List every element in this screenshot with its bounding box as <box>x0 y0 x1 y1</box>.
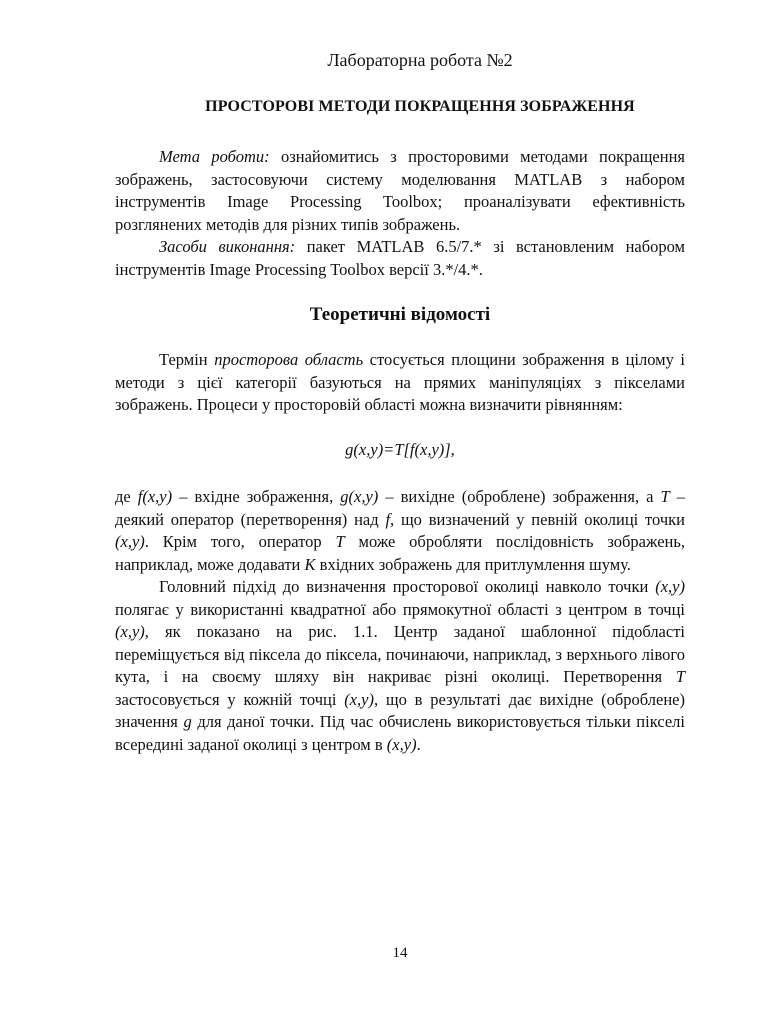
approach-text: . <box>416 734 421 754</box>
def-text: . Крім того, оператор <box>144 532 336 551</box>
def-text: – вхідне зображення, <box>172 487 341 506</box>
approach-text: полягає у використанні квадратної або прямокутної області з центром в точці <box>115 599 685 619</box>
page-number: 14 <box>392 945 408 961</box>
intro-term: просторова область <box>214 350 364 369</box>
def-var: f(x,y) <box>137 487 173 506</box>
def-var: g(x,y) <box>340 487 379 506</box>
approach-var: (x,y) <box>115 622 145 641</box>
approach-var: (x,y) <box>655 577 685 596</box>
approach-var: T <box>675 667 685 686</box>
approach-text: , що в результаті дає вихідне (оброблене) значення <box>115 689 685 731</box>
theory-body <box>115 486 685 756</box>
approach-text: , як показано на рис. 1.1. Центр заданої шаблонної підобласті переміщується від піксела до піксела, починаючи, наприклад, з верхнього лівого кута, і на своєму шляху він накриває різні околиці. Перетворення <box>115 622 685 686</box>
intro-text-1: Термін <box>159 350 215 369</box>
approach-var: g <box>183 712 192 731</box>
tools-label: Засоби виконання: <box>159 237 296 256</box>
def-text: – деякий оператор (перетворення) над <box>115 487 686 529</box>
lab-title: Лабораторна робота №2 <box>327 50 513 70</box>
def-text: вхідних зображень для притлумлення шуму. <box>315 554 631 574</box>
goal-paragraph <box>115 146 685 236</box>
intro-paragraph <box>115 349 685 417</box>
def-text: – вихідне (оброблене) зображення, а <box>378 487 661 506</box>
approach-paragraph <box>115 576 685 756</box>
def-var: T <box>660 487 670 506</box>
def-var: (x,y) <box>115 532 145 551</box>
approach-text: застосовується у кожній точці <box>115 689 345 709</box>
def-var: T <box>335 532 345 551</box>
section-title: Теоретичні відомості <box>309 304 491 325</box>
tools-text: пакет MATLAB 6.5/7.* зі встановленим набором інструментів Image Processing Toolbox версії 3.*/4.*. <box>115 237 685 279</box>
def-text: де <box>115 487 138 506</box>
goal-text: ознайомитись з просторовими методами покращення зображень, застосовуючи систему моделювання MATLAB з набором інструментів Image Processing Toolbox; проаналізувати ефективність розглянених методів для різних типів зображень. <box>115 147 685 234</box>
formula <box>115 440 685 460</box>
formula-text: g(x,y)=T[f(x,y)], <box>345 440 455 459</box>
approach-text: для даної точки. Під час обчислень використовується тільки пікселі всередині заданої околиці з центром в <box>115 712 685 754</box>
def-text: , що визначений у певній околиці точки <box>390 509 685 529</box>
approach-text: Головний підхід до визначення просторової околиці навколо точки <box>159 577 656 596</box>
intro-section <box>115 349 685 417</box>
def-var: f <box>385 509 391 529</box>
main-title: ПРОСТОРОВІ МЕТОДИ ПОКРАЩЕННЯ ЗОБРАЖЕННЯ <box>205 98 635 115</box>
definition-paragraph <box>115 486 685 576</box>
tools-paragraph <box>115 236 685 281</box>
def-text: може обробляти послідовність зображень, наприклад, може додавати <box>115 532 685 574</box>
approach-var: (x,y) <box>386 734 417 754</box>
approach-var: (x,y) <box>344 689 374 709</box>
goal-label: Мета роботи: <box>159 147 270 166</box>
intro-text-2: стосується площини зображення в цілому і методи з цієї категорії базуються на прямих маніпуляціях з пікселами зображень. Процеси у просторовій області можна визначити рівнянням: <box>115 350 685 414</box>
def-var: K <box>304 554 316 574</box>
goal-section <box>115 146 685 281</box>
